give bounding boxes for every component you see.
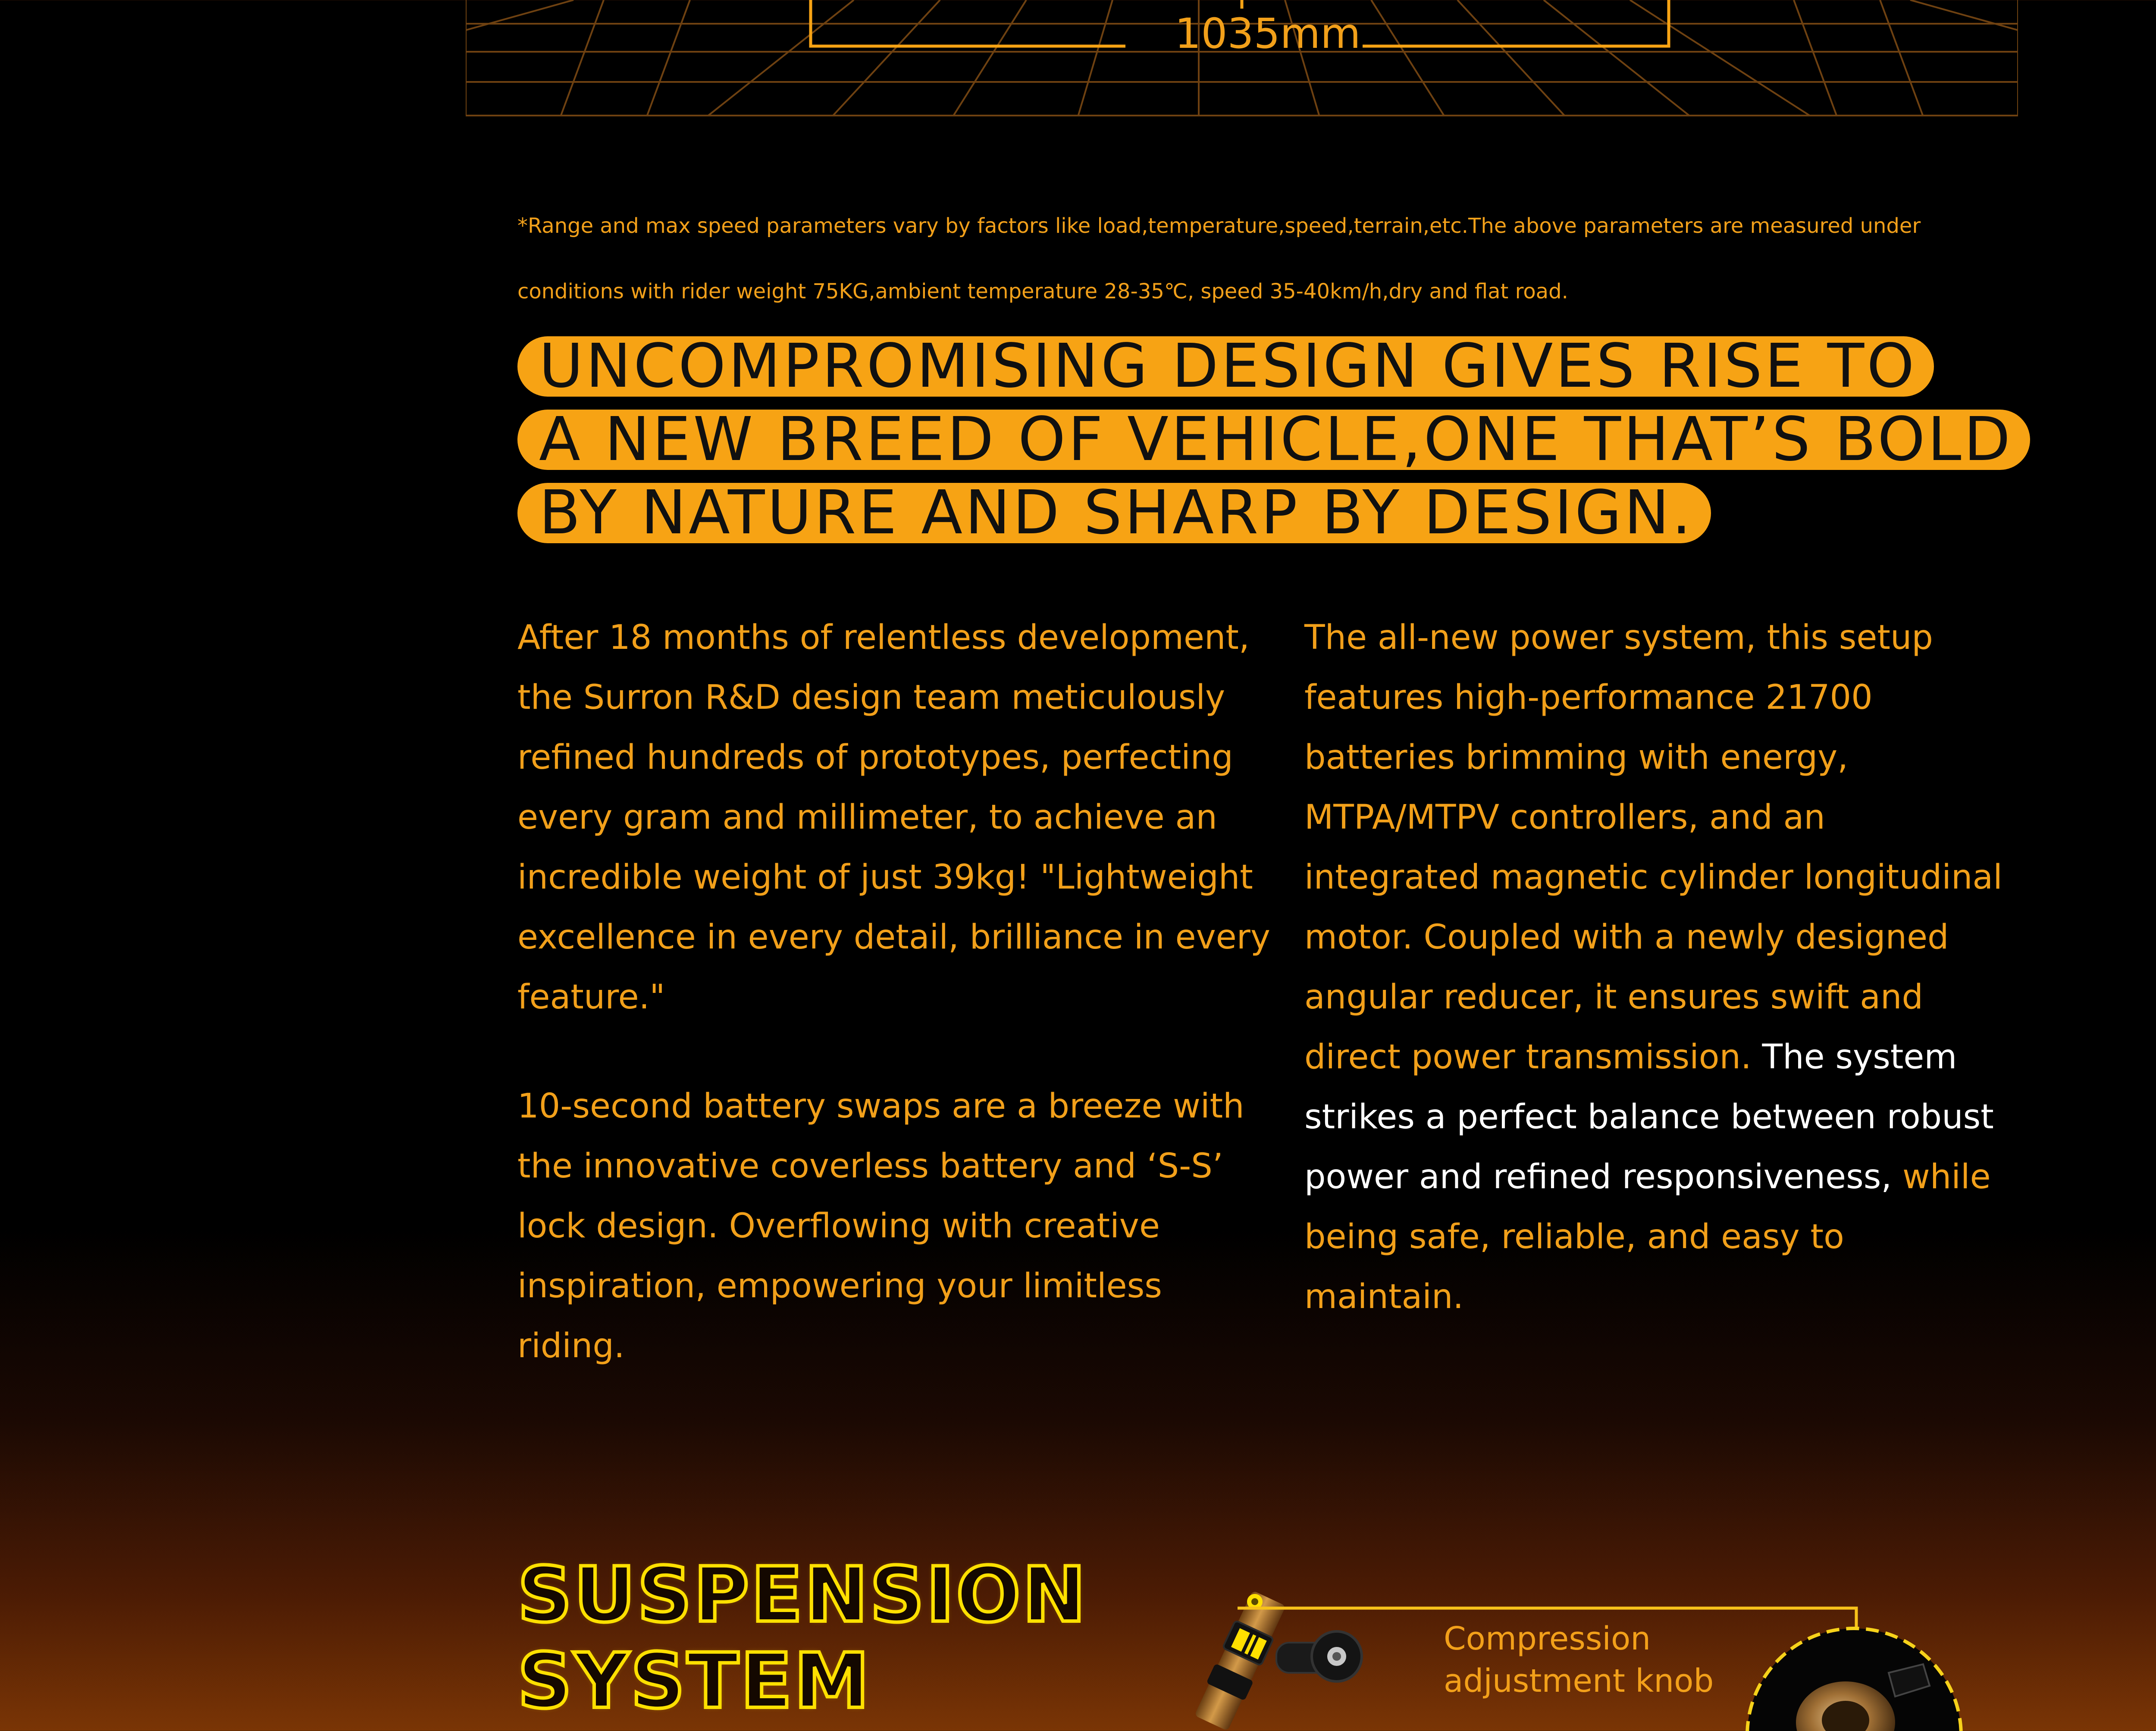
callout-line-1: Compression [1444,1620,1651,1657]
dimension-label: 1035mm [1175,9,1361,58]
headline [517,331,2027,556]
power-system-text: The all-new power system, this setup features high-performance 21700 batteries brimming with energy, MTPA/MTPV controllers, and an integrated magnetic cylinder longitudinal motor. Coupled with a newly designed angular reducer, it ensures swift and direct power transmission. [1304,618,2002,1077]
suspension-title [517,1552,1164,1725]
power-system-highlight: The system strikes a perfect balance between robust power and refined responsiveness, [1304,1038,1994,1196]
disclaimer-line-1: *Range and max speed parameters vary by factors like load,temperature,speed,terrain,etc.The above parameters are measured under [517,214,1921,238]
power-system-paragraph [1304,608,2003,1327]
compression-knob-icon [1738,1621,1971,1731]
suspension-title-line-2: SYSTEM [517,1637,871,1725]
compression-knob-label [1444,1618,1714,1702]
suspension-title-line-1: SUSPENSION [517,1551,1088,1639]
power-system-ending: while being safe, reliable, and easy to maintain. [1304,1158,1991,1316]
body-right-column [1304,608,2003,1376]
headline-line-3: BY NATURE AND SHARP BY DESIGN. [517,483,1711,543]
disclaimer-text [517,177,1932,308]
spec-diagram-section [466,0,2018,116]
design-paragraph: After 18 months of relentless development, the Surron R&D design team meticulously refined hundreds of prototypes, perfecting every gram and millimeter, to achieve an incredible weight of just 39kg! "Lightweight excellence in every detail, brilliance in every feature." [517,618,1271,1017]
body-left-column [517,608,1276,1425]
battery-paragraph: 10-second battery swaps are a breeze with the innovative coverless battery and ‘S-S’ lock design. Overflowing with creative inspiration, empowering your limitless riding. [517,1087,1244,1365]
headline-line-1: UNCOMPROMISING DESIGN GIVES RISE TO [517,336,1934,397]
headline-line-2: A NEW BREED OF VEHICLE,ONE THAT’S BOLD [517,410,2030,470]
callout-line-2: adjustment knob [1444,1662,1714,1700]
disclaimer-line-2: conditions with rider weight 75KG,ambient temperature 28-35℃, speed 35-40km/h,dry and flat road. [517,279,1568,304]
